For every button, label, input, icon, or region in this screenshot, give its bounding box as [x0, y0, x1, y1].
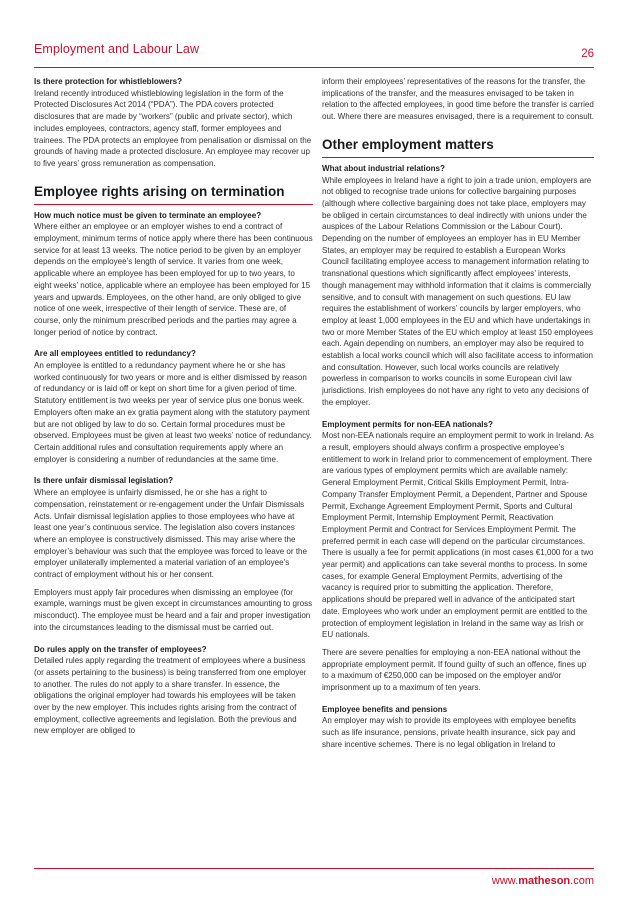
- question-whistleblowers: Is there protection for whistleblowers?: [34, 77, 182, 86]
- question-redundancy: Are all employees entitled to redundancy?: [34, 349, 196, 359]
- page-number: 26: [581, 48, 594, 60]
- question-unfair-dismissal: Is there unfair dismissal legislation?: [34, 476, 174, 486]
- question-transfer: Do rules apply on the transfer of employees?: [34, 644, 207, 654]
- section-divider: [34, 204, 313, 205]
- paragraph-fair-procedures: Employers must apply fair procedures when dismissing an employee (for example, warnings must be given except in circumstances amounting to gross misconduct). The employee must be heard and a fair and proper investigation into the circumstances leading to the dismissal must be carried out.: [34, 587, 313, 632]
- url-suffix: .com: [570, 875, 594, 887]
- right-column: [322, 76, 594, 751]
- paragraph-benefits: An employer may wish to provide its employees with employee benefits such as life insurance, pensions, private health insurance, sick pay and share incentive schemes. There is no legal obligation in Ireland to: [322, 716, 577, 749]
- footer-url-link[interactable]: [492, 875, 594, 887]
- question-industrial-relations: What about industrial relations?: [322, 163, 445, 173]
- paragraph-unfair-dismissal: Where an employee is unfairly dismissed, he or she has a right to compensation, reinstatement or re-engagement under the Unfair Dismissals Acts. Unfair dismissal legislation applies to those employees who have at least one year’s continuous service. The legislation also covers instances where an employee is constructively dismissed. This may arise where the employer’s behaviour was such that the employee was forced to leave or the employer unilaterally implemented a material variation of an employee’s contract of employment without his or her consent.: [34, 488, 308, 580]
- left-column: [34, 76, 313, 737]
- paragraph-industrial-relations: While employees in Ireland have a right to join a trade union, employers are not obliged to recognise trade unions for collective bargaining purposes (although where collective bargaining does not take place, employers may be obliged in certain circumstances to deal indirectly with unions under the auspices of the Labour Relations Commission or the Labour Court). Depending on the number of employees an employer has in EU Member States, an employer may be required to establish a European Works Council facilitating employee access to management information relating to transnational questions which significantly affect employees’ interests, though management may withhold information that it claims is commercially sensitive, and to consult with management on such questions. EU law requires the establishment of workers’ councils by larger employers, who employ at least 1,000 employees in the EU and which have undertakings in two or more Member States of the EU which employ at least 150 employees each. Again depending on numbers, an employer may also be required to establish a local works council which will also facilitate access to information and consultation. However, such local works councils are relatively powerless in comparison to works councils in some European civil law jurisdictions. Irish employees do not have any right to veto any decisions of the employer.: [322, 175, 594, 407]
- question-notice: How much notice must be given to terminate an employee?: [34, 210, 262, 220]
- url-brand: matheson: [518, 875, 571, 887]
- section-divider: [322, 157, 594, 158]
- paragraph-redundancy: An employee is entitled to a redundancy payment where he or she has worked continuously for two years or more and is either dismissed by reason of redundancy or is laid off or kept on short time for a given period of time. Statutory entitlement is two weeks per year of service plus one bonus week. Employers often make an ex gratia payment along with the statutory payment but are not obliged by law to do so. Certain formal procedures must be observed. Employees must be given at least two weeks’ notice of redundancy. Certain additional rules and consultation requirements apply where an employer is considering a number of redundancies at the same time.: [34, 361, 312, 464]
- paragraph-transfer: Detailed rules apply regarding the treatment of employees where a business (or assets pertaining to the business) is being transferred from one employer to another. The rules do not apply to a share transfer. In essence, the obligations the original employer had towards his employees will be taken over by the new employer. This includes rights arising from the contract of employment, collective agreements and legislation. Both the previous and new employer are obliged to: [34, 656, 307, 736]
- url-prefix: www.: [491, 875, 519, 887]
- section-heading-other-matters: Other employment matters: [322, 136, 494, 152]
- footer-divider: [34, 868, 594, 869]
- paragraph-whistleblowers: Ireland recently introduced whistleblowing legislation in the form of the Protected Disclosures Act 2014 (“PDA”). The PDA covers protected disclosures that are made by “workers” (public and private sector), which includes employees, contractors, agency staff, former employees and trainees. The PDA protects an employee from penalisation or dismissal on the grounds of having made a protected disclosure. An employee may recover up to five years’ gross remuneration as compensation.: [34, 88, 312, 168]
- section-heading-termination: Employee rights arising on termination: [34, 183, 285, 199]
- header-divider: [34, 67, 594, 68]
- question-benefits: Employee benefits and pensions: [322, 704, 448, 714]
- document-title: Employment and Labour Law: [34, 42, 200, 56]
- paragraph-employment-permits: Most non-EEA nationals require an employment permit to work in Ireland. As a result, employers should always confirm a prospective employee’s entitlement to work in Ireland prior to commencement of employment. There are various types of employment permits which are available namely: General Employment Permit, Critical Skills Employment Permit, Intra-Company Transfer Employment Permit, a Dependent, Partner and Spouse Permit, Exchange Agreement Employment Permit, Sports and Cultural Employment Permit, Internship Employment Permit, Reactivation Employment Permit and Contract for Services Employment Permit. The preferred permit in each case will depend on the particular circumstances. There is usually a fee for permit applications (in most cases €1,000 for a two year permit) and applications can take several months to process. In some cases, for example General Employment Permits, advertising of the vacancy is required prior to submitting the application. Therefore, applications should be prepared well in advance of the anticipated start date. Employees who work under an employment permit are entitled to the protection of employment legislation in Ireland in the same way as Irish or EU nationals.: [322, 431, 594, 640]
- question-employment-permits: Employment permits for non-EEA nationals?: [322, 419, 493, 429]
- paragraph-penalties: There are severe penalties for employing a non-EEA national without the appropriate employment permit. If found guilty of such an offence, fines up to a maximum of €250,000 can be imposed on the employer and/or imprisonment up to a maximum of ten years.: [322, 647, 587, 693]
- paragraph-notice: Where either an employee or an employer wishes to end a contract of employment, minimum terms of notice apply where there has been continuous service for at least 13 weeks. The notice period to be given by an employer depends on the employee’s length of service. It varies from one week, applicable where an employee has been employed for up to two years, to eight weeks’ notice, applicable where an employee has been employed for 15 years and upwards. Employees, on the other hand, are only obliged to give notice of one week, irrespective of their length of service. These are, of course, only the minimum prescribed periods and the parties may agree a longer period of notice by contract.: [34, 222, 313, 337]
- paragraph-transfer-continued: inform their employees’ representatives of the reasons for the transfer, the implications of the transfer, and the measures envisaged to be taken in relation to the affected employees, in good time before the transfer is carried out. Where there are measures envisaged, there is a requirement to consult.: [322, 77, 594, 122]
